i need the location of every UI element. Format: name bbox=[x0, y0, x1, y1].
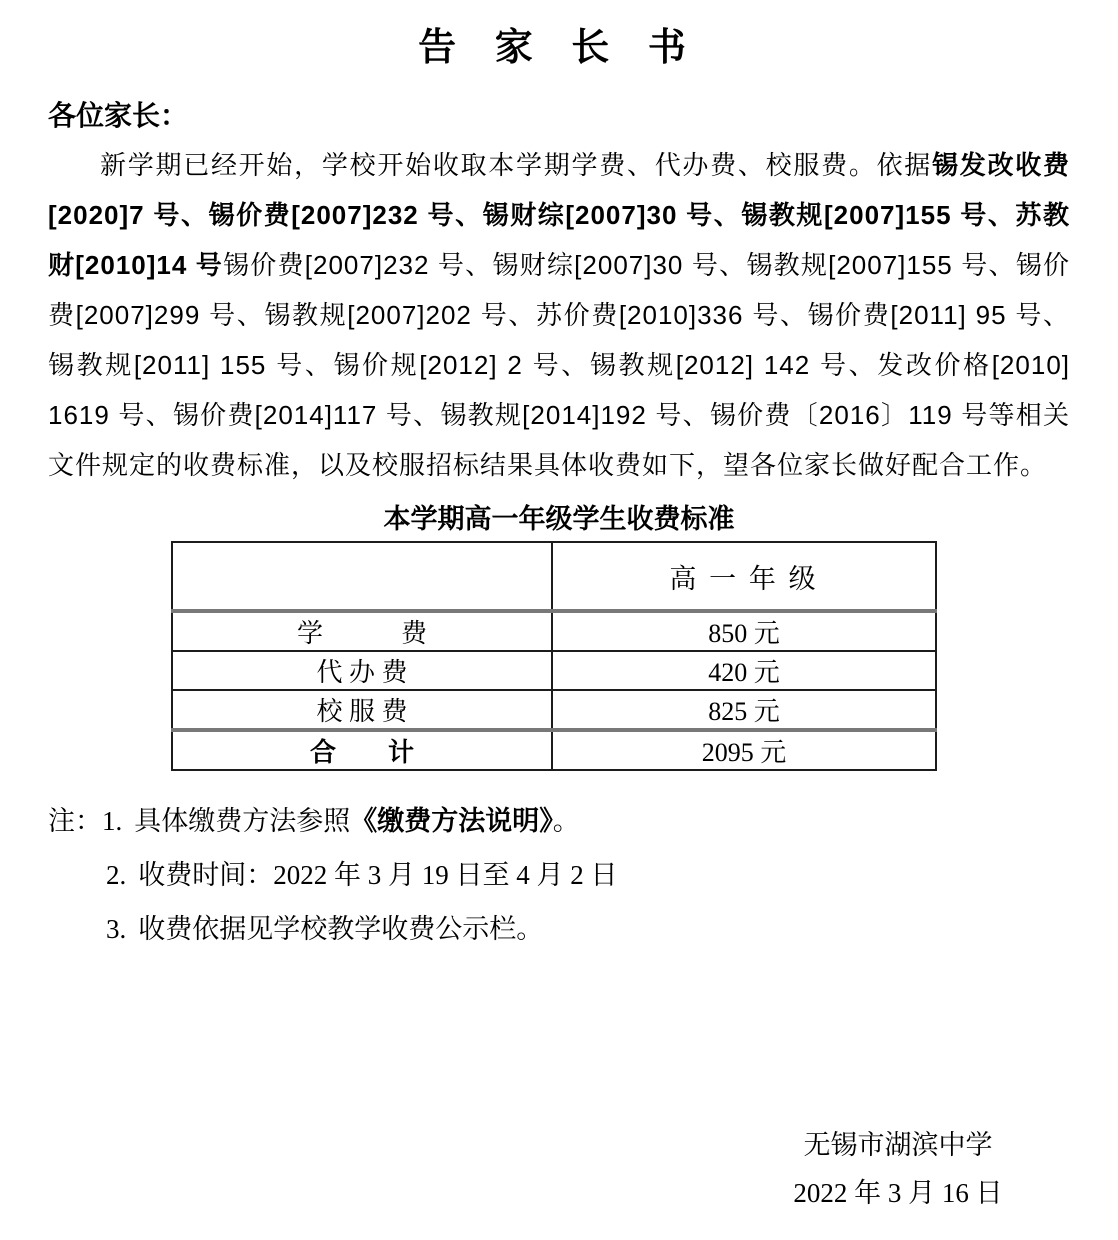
table-row-tuition-fee bbox=[172, 611, 936, 651]
note-text-after: 。 bbox=[552, 806, 580, 836]
fee-label: 校 服 费 bbox=[172, 690, 552, 730]
notes-label: 注： bbox=[48, 806, 102, 836]
school-name: 无锡市湖滨中学 bbox=[803, 1130, 993, 1160]
table-row-total bbox=[172, 730, 936, 770]
note-item-3 bbox=[48, 909, 1070, 949]
signature-date: 2022 年 3 月 16 日 bbox=[793, 1178, 1003, 1208]
page-title: 告 家 长 书 bbox=[418, 27, 700, 69]
fee-label: 学 费 bbox=[172, 611, 552, 651]
signature-block bbox=[782, 1125, 1014, 1213]
paragraph-intro: 新学期已经开始，学校开始收取本学期学费、代办费、校服费。依据 bbox=[100, 150, 933, 180]
fee-table-header-row bbox=[172, 542, 936, 611]
paragraph-references: 锡价费[2007]232 号、锡财综[2007]30 号、锡教规[2007]155 号、锡价费[2007]299 号、锡教规[2007]202 号、苏价费[2010]336 号、锡价费[2011] 95 号、锡教规[2011] 155 号、锡价规[2012] 2 号、锡教规[2012] 142 号、发改价格[2010] 1619 号、锡价费[2014]117 号、锡教规[2014]192 号、锡价费〔2016〕119 号等相关文件规定的收费标准，以及校服招标结果具体收费如下，望各位家长做好配合工作。 bbox=[48, 250, 1070, 480]
table-row-agency-fee bbox=[172, 651, 936, 690]
fee-label-total: 合 计 bbox=[172, 730, 552, 770]
paragraph-bold-references: 锡发改收费[2020]7 号、锡价费[2007]232 号、锡财综[2007]30 号、锡教规[2007]155 号、苏教财[2010]14 号 bbox=[48, 150, 1070, 280]
fee-value: 850 元 bbox=[552, 611, 936, 651]
table-header-empty-cell bbox=[172, 542, 552, 611]
payment-method-doc-title: 《缴费方法说明》 bbox=[350, 806, 553, 836]
fee-value-total: 2095 元 bbox=[552, 730, 936, 770]
table-header-grade-cell: 高 一 年 级 bbox=[552, 542, 936, 611]
note-text: 收费时间：2022 年 3 月 19 日至 4 月 2 日 bbox=[138, 860, 618, 890]
table-row-uniform-fee bbox=[172, 690, 936, 730]
note-number: 2. bbox=[106, 860, 127, 890]
note-text: 收费依据见学校教学收费公示栏。 bbox=[138, 914, 544, 944]
note-text-before: 具体缴费方法参照 bbox=[134, 806, 351, 836]
fee-label: 代 办 费 bbox=[172, 651, 552, 690]
note-item-2 bbox=[48, 855, 1070, 895]
body-paragraph bbox=[48, 140, 1070, 490]
greeting: 各位家长： bbox=[48, 100, 189, 131]
fee-table bbox=[171, 541, 937, 771]
fee-value: 420 元 bbox=[552, 651, 936, 690]
note-item-1 bbox=[48, 801, 1070, 841]
fee-value: 825 元 bbox=[552, 690, 936, 730]
notes-section bbox=[48, 801, 1070, 949]
fee-table-title: 本学期高一年级学生收费标准 bbox=[383, 504, 735, 534]
note-number: 1. bbox=[102, 806, 123, 836]
note-number: 3. bbox=[106, 914, 127, 944]
